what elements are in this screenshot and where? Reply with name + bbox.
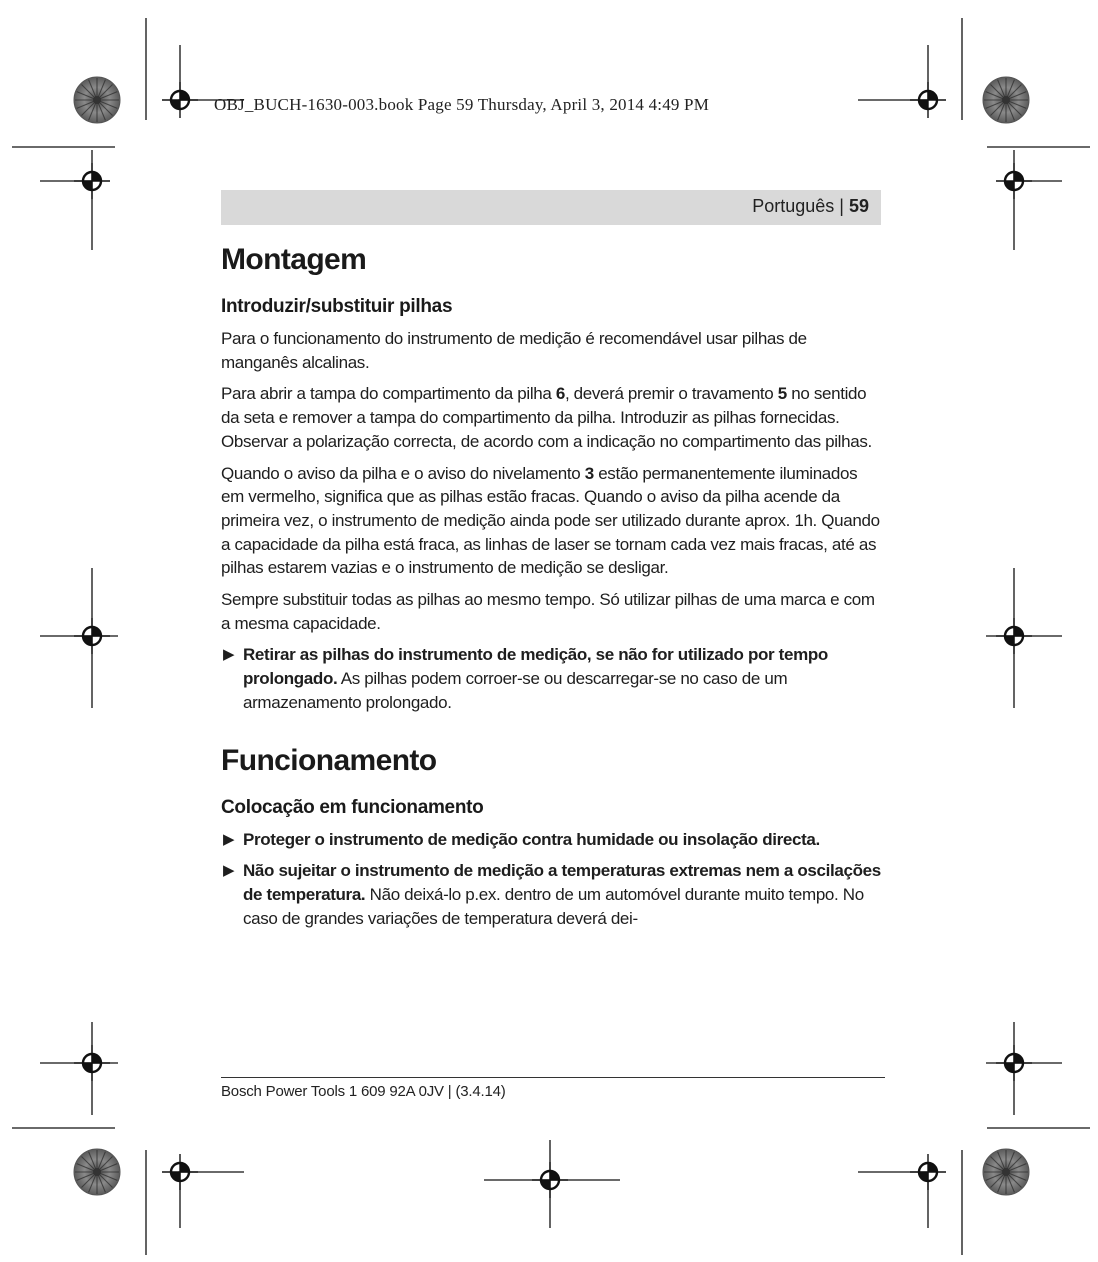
print-job-info: OBJ_BUCH-1630-003.book Page 59 Thursday, April 3, 2014 4:49 PM — [214, 95, 710, 114]
header-label — [752, 196, 869, 217]
header-separator: | — [839, 196, 844, 216]
warning-item: ▶ Retirar as pilhas do instrumento de medição, se não for utilizado por tempo prolongado. As pilhas podem corroer-se ou descarregar-se no caso de um armazenamento prolongado. — [223, 645, 828, 712]
page-footer: Bosch Power Tools 1 609 92A 0JV | (3.4.14) — [221, 1083, 506, 1100]
warning-item: ▶ Proteger o instrumento de medição contra humidade ou insolação directa. — [221, 828, 883, 852]
triangle-bullet-icon: ▶ — [223, 830, 235, 848]
section-subtitle: Introduzir/substituir pilhas — [221, 296, 453, 317]
section-subtitle: Colocação em funcionamento — [221, 796, 484, 818]
section-funcionamento — [221, 741, 883, 931]
footer-divider — [221, 1077, 885, 1078]
header-language: Português — [752, 196, 835, 216]
section-montagem — [221, 240, 883, 715]
section-title: Funcionamento — [221, 743, 437, 777]
paragraph: Para abrir a tampa do compartimento da pilha 6, deverá premir o travamento 5 no sentido da seta e remover a tampa do compartimento da pilha. Introduzir as pilhas fornecidas. Observar a polarização correcta, de acordo com a indicação no compartimento das pilhas. — [221, 384, 872, 451]
warning-item: ▶ Não sujeitar o instrumento de medição a temperaturas extremas nem a oscilações de temperatura. Não deixá-lo p.ex. dentro de um automóvel durante muito tempo. No caso de grandes variações de temperatura deverá dei- — [223, 861, 881, 928]
triangle-bullet-icon: ▶ — [223, 862, 235, 880]
section-title: Montagem — [221, 243, 367, 276]
paragraph: Quando o aviso da pilha e o aviso do nivelamento 3 estão permanentemente iluminados em vermelho, significa que as pilhas estão fracas. Quando o aviso da pilha acende da primeira vez, o instrumento de medição ainda pode ser utilizado durante aprox. 1h. Quando a capacidade da pilha está fraca, as linhas de laser se tornam cada vez mais fracas, até as pilhas estarem vazias e o instrumento de medição se desligar. — [221, 463, 880, 578]
triangle-bullet-icon: ▶ — [223, 646, 235, 664]
ref-number: 5 — [777, 384, 787, 404]
paragraph: Sempre substituir todas as pilhas ao mesmo tempo. Só utilizar pilhas de uma marca e com a mesma capacidade. — [221, 590, 875, 633]
ref-number: 6 — [555, 384, 565, 404]
paragraph: Para o funcionamento do instrumento de medição é recomendável usar pilhas de manganês alcalinas. — [221, 329, 807, 372]
page-header — [221, 190, 881, 225]
ref-number: 3 — [584, 463, 594, 483]
page-number: 59 — [848, 196, 869, 216]
page-content — [221, 240, 883, 938]
